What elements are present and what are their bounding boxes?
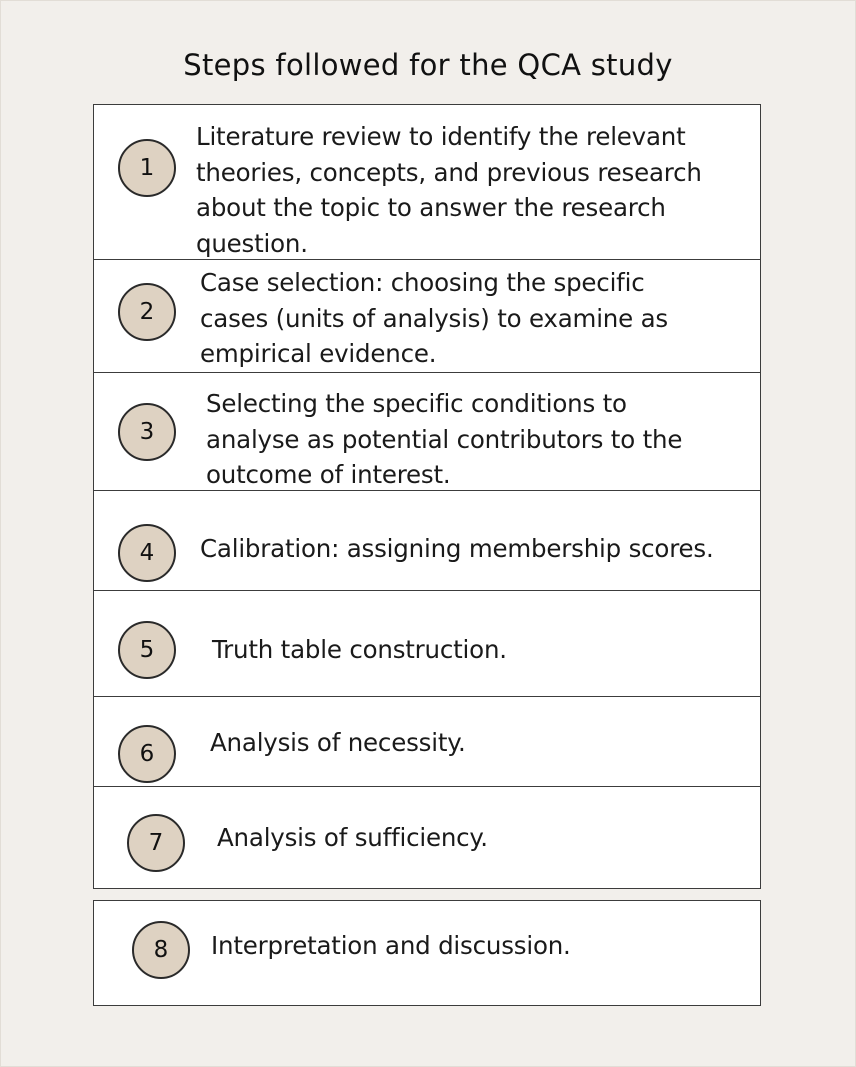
step-text-line: theories, concepts, and previous research [196, 157, 702, 187]
step-text-line: outcome of interest. [206, 460, 451, 489]
step-text-line: Calibration: assigning membership scores. [200, 534, 714, 563]
step-text-line: Case selection: choosing the specific [200, 268, 645, 297]
step-description [200, 534, 714, 564]
step-box-8 [93, 900, 761, 1006]
step-number-badge: 7 [127, 814, 185, 872]
step-description [217, 823, 488, 853]
step-text-line: about the topic to answer the research [196, 193, 666, 222]
step-number-badge: 3 [118, 403, 176, 461]
step-number-badge: 8 [132, 921, 190, 979]
step-box-3 [93, 372, 761, 491]
step-box-2 [93, 259, 761, 373]
step-text-line: empirical evidence. [200, 339, 437, 368]
step-text-line: Analysis of sufficiency. [217, 823, 488, 852]
step-description [196, 119, 702, 261]
step-description [211, 931, 571, 961]
step-text-line: Selecting the specific conditions to [206, 389, 627, 418]
step-text-line: analyse as potential contributors to the [206, 424, 683, 454]
step-text-line: Literature review to identify the relevant [196, 122, 686, 151]
step-box-6 [93, 696, 761, 787]
step-description [206, 386, 682, 493]
step-number-badge: 4 [118, 524, 176, 582]
step-number-badge: 5 [118, 621, 176, 679]
step-text-line: cases (units of analysis) to examine as [200, 303, 668, 333]
step-description [210, 728, 466, 758]
step-number-badge: 6 [118, 725, 176, 783]
step-box-4 [93, 490, 761, 591]
step-number-badge: 2 [118, 283, 176, 341]
step-box-1 [93, 104, 761, 260]
step-number-badge: 1 [118, 139, 176, 197]
diagram-title: Steps followed for the QCA study [183, 48, 673, 82]
step-text-line: Truth table construction. [212, 635, 507, 664]
step-text-line: question. [196, 228, 308, 258]
step-box-7 [93, 786, 761, 889]
step-description [212, 635, 507, 665]
step-description [200, 265, 668, 372]
step-text-line: Analysis of necessity. [210, 728, 466, 757]
step-text-line: Interpretation and discussion. [211, 931, 571, 960]
step-box-5 [93, 590, 761, 697]
